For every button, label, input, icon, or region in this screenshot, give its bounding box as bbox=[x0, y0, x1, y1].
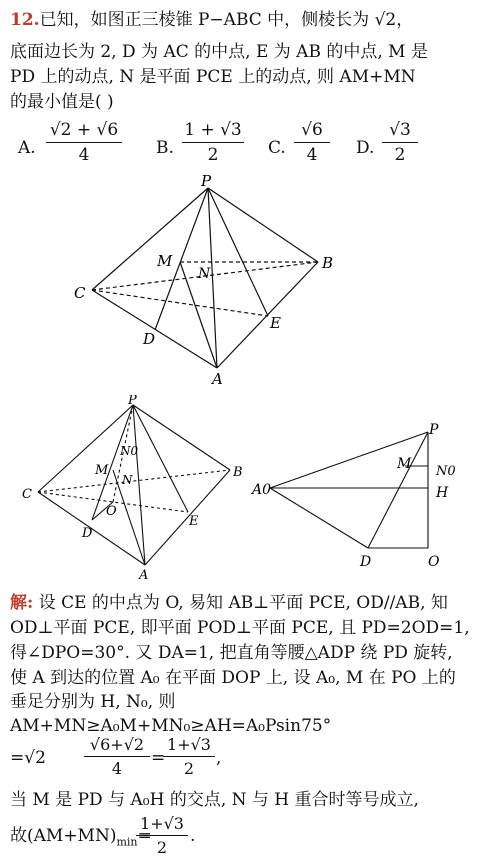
fraction-line-7a bbox=[84, 735, 150, 778]
option-c-fraction bbox=[294, 120, 330, 165]
label-D: D bbox=[360, 554, 372, 570]
solution-line-3: 得∠DPO=30°. 又 DA=1, 把直角等腰△ADP 绕 PD 旋转, bbox=[10, 643, 453, 663]
fraction-bar bbox=[136, 835, 188, 836]
fraction-bar bbox=[294, 142, 330, 143]
solution-line-2: OD⊥平面 PCE, 即平面 POD⊥平面 PCE, 且 PD=2OD=1, bbox=[10, 618, 470, 638]
problem-line-2: 底面边长为 2, D 为 AC 的中点, E 为 AB 的中点, M 是 bbox=[10, 42, 428, 62]
label-D: D bbox=[82, 526, 93, 541]
label-N0: N0 bbox=[120, 444, 139, 458]
fraction-bar bbox=[84, 756, 150, 757]
label-P: P bbox=[429, 422, 439, 438]
option-b-fraction bbox=[182, 120, 244, 165]
fraction-line-9 bbox=[136, 814, 188, 857]
option-d-numerator: √3 bbox=[389, 120, 411, 140]
fraction-line-7b bbox=[163, 735, 215, 778]
label-A: A bbox=[212, 370, 223, 388]
fraction-bar bbox=[182, 142, 244, 143]
option-b-numerator: 1 + √3 bbox=[184, 120, 242, 140]
solution-line-7b: = bbox=[151, 748, 166, 768]
problem-number: 12. bbox=[10, 10, 40, 30]
option-d-fraction bbox=[382, 120, 418, 165]
label-N0: N0 bbox=[436, 464, 456, 479]
label-B: B bbox=[233, 465, 243, 480]
label-P: P bbox=[201, 172, 212, 190]
problem-line-1 bbox=[10, 10, 413, 30]
problem-text-1: 已知，如图正三棱锥 P−ABC 中，侧棱长为 √2， bbox=[39, 10, 414, 30]
figure-planar-drawing bbox=[250, 415, 480, 580]
option-b-denominator: 2 bbox=[207, 145, 219, 165]
label-M: M bbox=[95, 463, 109, 478]
label-E: E bbox=[189, 514, 199, 529]
solution-line-9c: . bbox=[190, 826, 196, 846]
label-N: N bbox=[122, 473, 133, 487]
figure-pyramid-1 bbox=[0, 165, 480, 390]
fraction-numerator: √6+√2 bbox=[89, 735, 145, 754]
option-b-label: B. bbox=[156, 138, 174, 158]
subscript-min: min bbox=[116, 835, 138, 849]
option-c-label: C. bbox=[268, 138, 286, 158]
label-B: B bbox=[322, 254, 334, 272]
fraction-denominator: 4 bbox=[111, 759, 123, 778]
label-M: M bbox=[397, 456, 412, 472]
solution-text-9a: 故(AM+MN) bbox=[10, 826, 117, 846]
problem-line-3: PD 上的动点, N 是平面 PCE 上的动点, 则 AM+MN bbox=[10, 67, 416, 87]
label-A0: A0 bbox=[252, 482, 272, 498]
label-O: O bbox=[428, 554, 440, 570]
label-M: M bbox=[157, 252, 173, 270]
solution-line-7c: , bbox=[216, 748, 222, 768]
label-E: E bbox=[270, 314, 281, 332]
solution-line-5: 垂足分别为 H, N₀, 则 bbox=[10, 692, 176, 712]
label-H: H bbox=[436, 485, 449, 501]
label-P: P bbox=[128, 395, 137, 408]
label-N: N bbox=[198, 266, 211, 282]
solution-line-9 bbox=[10, 826, 152, 852]
fraction-denominator: 2 bbox=[183, 759, 195, 778]
solution-line-7a: =√2 bbox=[10, 748, 46, 768]
problem-line-4: 的最小值是( ) bbox=[10, 92, 114, 112]
figure-planar bbox=[0, 415, 230, 580]
option-a-denominator: 4 bbox=[78, 145, 90, 165]
solution-line-8: 当 M 是 PD 与 A₀H 的交点, N 与 H 重合时等号成立, bbox=[10, 790, 419, 810]
option-a-label: A. bbox=[18, 138, 36, 158]
fraction-bar bbox=[382, 142, 418, 143]
fraction-bar bbox=[163, 756, 215, 757]
solution-text-1: 设 CE 的中点为 O, 易知 AB⊥平面 PCE, OD//AB, 知 bbox=[33, 593, 448, 613]
solution-line-4: 使 A 到达的位置 A₀ 在平面 DOP 上, 设 A₀, M 在 PO 上的 bbox=[10, 668, 456, 688]
option-c-numerator: √6 bbox=[301, 120, 323, 140]
fraction-bar bbox=[46, 142, 122, 143]
label-C: C bbox=[74, 284, 86, 302]
option-a-numerator: √2 + √6 bbox=[49, 120, 119, 140]
solution-label: 解: bbox=[10, 593, 34, 613]
label-D: D bbox=[143, 330, 156, 348]
option-a-fraction bbox=[46, 120, 122, 165]
solution-line-6: AM+MN≥A₀M+MN₀≥AH=A₀Psin75° bbox=[10, 716, 332, 736]
fraction-numerator: 1+√3 bbox=[140, 814, 184, 833]
label-A: A bbox=[139, 568, 149, 580]
solution-text-9b: = bbox=[137, 826, 152, 846]
option-c-denominator: 4 bbox=[306, 145, 318, 165]
fraction-denominator: 2 bbox=[156, 838, 168, 857]
solution-line-1 bbox=[10, 593, 448, 613]
option-d-label: D. bbox=[356, 138, 375, 158]
option-d-denominator: 2 bbox=[394, 145, 406, 165]
label-C: C bbox=[22, 487, 32, 502]
fraction-numerator: 1+√3 bbox=[167, 735, 211, 754]
label-O: O bbox=[106, 504, 117, 519]
